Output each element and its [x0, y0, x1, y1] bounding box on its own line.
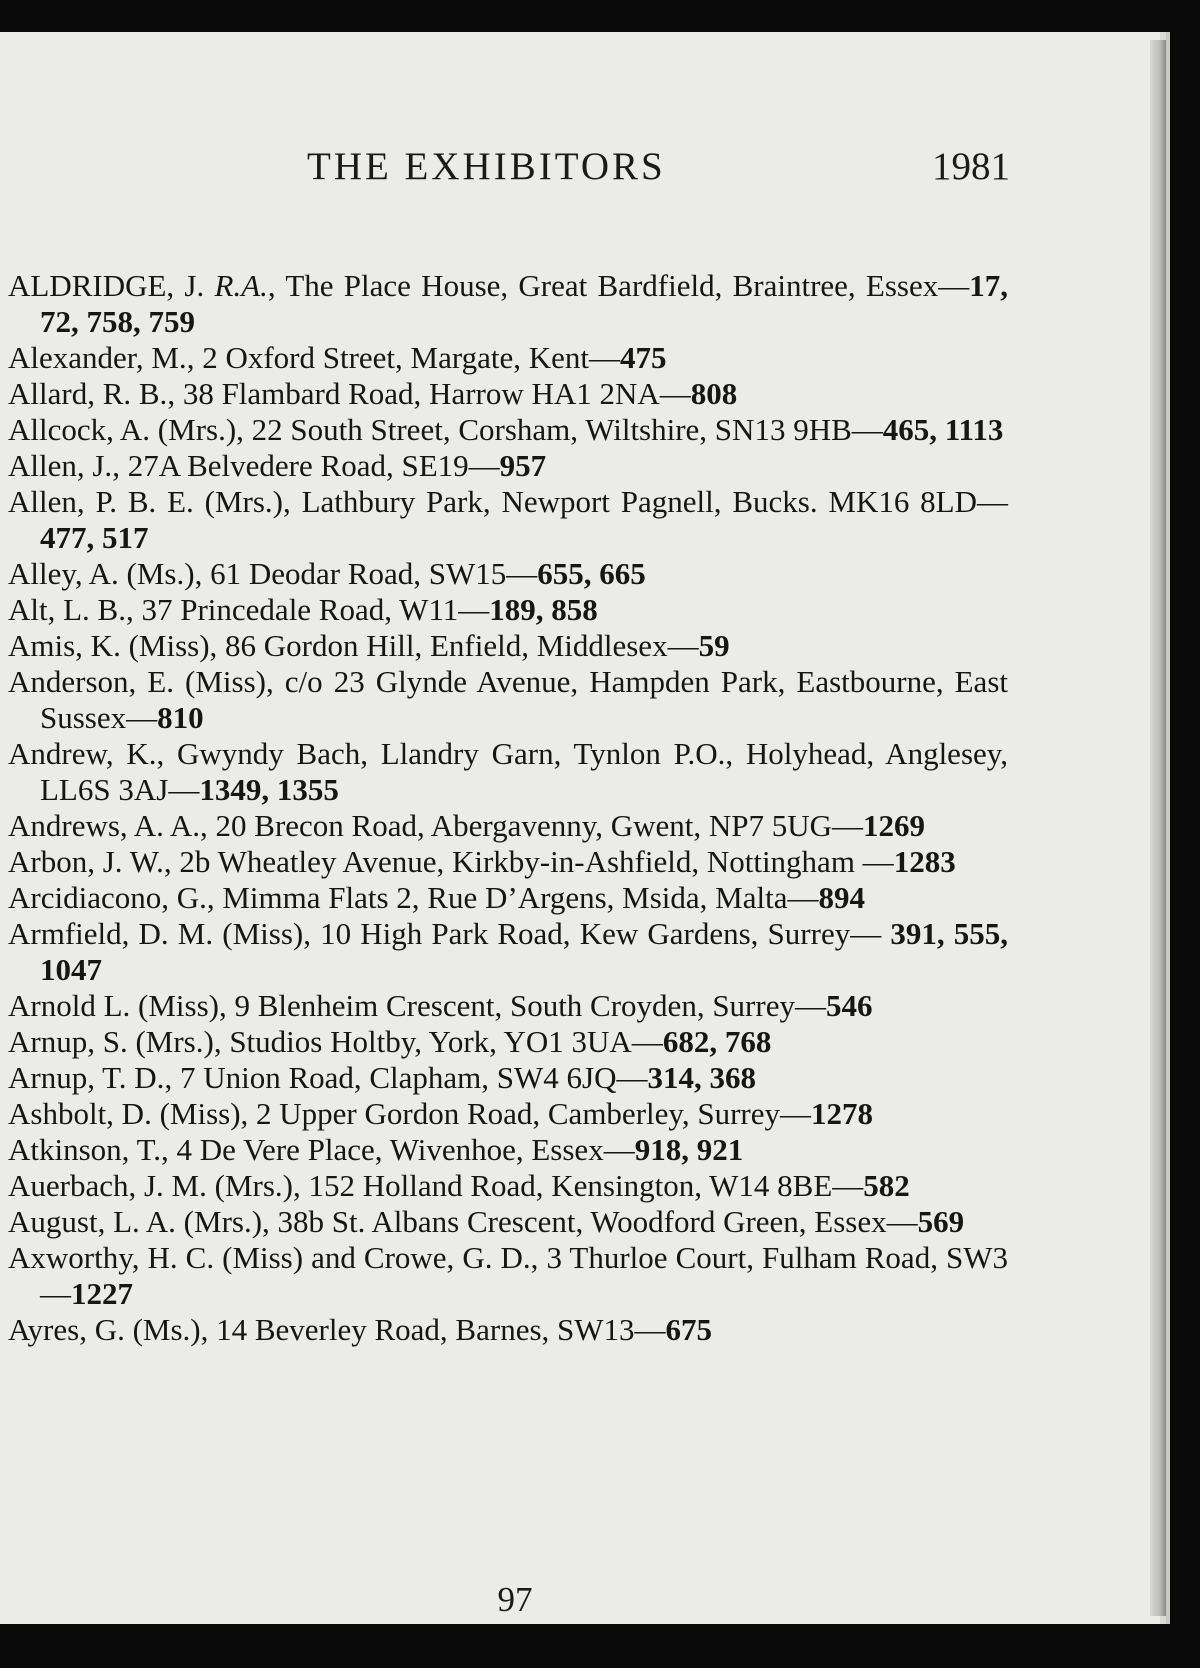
exhibitor-name: Alexander, M.: [8, 340, 187, 375]
exhibitor-address: , The Place House, Great Bardfield, Braintree, Essex—: [267, 268, 970, 303]
exhibitor-entry: [8, 664, 1008, 736]
exhibitor-address: , 37 Princedale Road, W11—: [125, 592, 490, 627]
exhibitor-address: , 27A Belvedere Road, SE19—: [112, 448, 500, 483]
exhibitor-name: Allen, J.: [8, 448, 113, 483]
exhibitor-entry: [8, 1204, 1008, 1240]
exhibitor-name: Arbon, J. W.: [8, 844, 164, 879]
exhibitor-name: Armfield, D. M. (Miss): [8, 916, 304, 951]
exhibitor-entry: [8, 1168, 1008, 1204]
exhibitor-name: Arnold L. (Miss): [8, 988, 219, 1023]
catalogue-numbers: 17, 72, 758, 759: [40, 268, 1008, 339]
page-title: THE EXHIBITORS: [307, 145, 666, 188]
catalogue-numbers: 582: [863, 1168, 910, 1203]
exhibitor-name: Arnup, S. (Mrs.): [8, 1024, 214, 1059]
catalogue-numbers: 810: [157, 700, 204, 735]
exhibitor-name: Alley, A. (Ms.): [8, 556, 195, 591]
catalogue-numbers: 1227: [71, 1276, 133, 1311]
catalogue-numbers: 918, 921: [634, 1132, 744, 1167]
catalogue-numbers: 1269: [863, 808, 925, 843]
exhibitor-name: Atkinson, T.: [8, 1132, 162, 1167]
page-number: 97: [497, 1580, 533, 1619]
running-header: [0, 144, 1010, 194]
exhibitor-name: Ayres, G. (Ms.): [8, 1312, 201, 1347]
exhibitor-address: , 10 High Park Road, Kew Gardens, Surrey—: [303, 916, 891, 951]
catalogue-numbers: 569: [917, 1204, 965, 1239]
exhibitor-entry: [8, 988, 1008, 1024]
exhibitor-entry: [8, 556, 1008, 592]
exhibitor-name: Arnup, T. D.: [8, 1060, 165, 1095]
header-year: 1981: [932, 145, 1010, 188]
exhibitor-name: Ashbolt, D. (Miss): [8, 1096, 241, 1131]
exhibitor-address: , 4 De Vere Place, Wivenhoe, Essex—: [161, 1132, 635, 1167]
catalogue-numbers: 1278: [811, 1096, 874, 1131]
exhibitor-address: , 38 Flambard Road, Harrow HA1 2NA—: [167, 376, 691, 411]
exhibitor-name: Auerbach, J. M. (Mrs.): [8, 1168, 293, 1203]
exhibitor-entry: [8, 484, 1008, 556]
catalogue-numbers: 808: [690, 376, 738, 411]
exhibitor-address: , 38b St. Albans Crescent, Woodford Green, Essex—: [262, 1204, 918, 1239]
exhibitor-entry: [8, 1024, 1008, 1060]
exhibitor-name: Allard, R. B.: [8, 376, 168, 411]
exhibitor-address: , 2 Oxford Street, Margate, Kent—: [186, 340, 621, 375]
catalogue-numbers: 1349, 1355: [199, 772, 339, 807]
exhibitor-name: Anderson, E. (Miss): [8, 664, 266, 699]
exhibitor-name: August, L. A. (Mrs.): [8, 1204, 263, 1239]
exhibitor-name: Alt, L. B.: [8, 592, 126, 627]
exhibitor-entry: [8, 592, 1008, 628]
exhibitor-address: , Mimma Flats 2, Rue D’Argens, Msida, Malta—: [206, 880, 819, 915]
exhibitor-entry: [8, 736, 1008, 808]
catalogue-numbers: 189, 858: [489, 592, 598, 627]
catalogue-numbers: 477, 517: [40, 520, 149, 555]
exhibitor-name: Allcock, A. (Mrs.): [8, 412, 237, 447]
exhibitor-address: , 61 Deodar Road, SW15—: [194, 556, 538, 591]
exhibitor-name: Allen, P. B. E. (Mrs.): [8, 484, 283, 519]
exhibitor-address: , 20 Brecon Road, Abergavenny, Gwent, NP7 5UG—: [200, 808, 863, 843]
exhibitor-address: , 86 Gordon Hill, Enfield, Middlesex—: [209, 628, 699, 663]
exhibitor-name: ALDRIDGE, J.: [8, 268, 215, 303]
exhibitor-name: Arcidiacono, G.: [8, 880, 207, 915]
catalogue-numbers: 682, 768: [662, 1024, 772, 1059]
exhibitor-entry: [8, 916, 1008, 988]
catalogue-numbers: 59: [698, 628, 730, 663]
book-page: [0, 32, 1160, 1624]
page-edge: [1150, 40, 1166, 1616]
exhibitor-entry: [8, 448, 1008, 484]
exhibitor-entry: [8, 268, 1008, 340]
exhibitor-address: , 2 Upper Gordon Road, Camberley, Surrey—: [240, 1096, 812, 1131]
catalogue-numbers: 475: [620, 340, 667, 375]
exhibitor-list: [8, 268, 1008, 1348]
exhibitor-entry: [8, 340, 1008, 376]
exhibitor-entry: [8, 412, 1008, 448]
exhibitor-address: , 22 South Street, Corsham, Wiltshire, SN13 9HB—: [236, 412, 883, 447]
exhibitor-entry: [8, 1132, 1008, 1168]
catalogue-numbers: 391, 555, 1047: [40, 916, 1009, 987]
exhibitor-name: Andrew, K.: [8, 736, 157, 771]
exhibitor-entry: [8, 1312, 1008, 1348]
exhibitor-address: , 14 Beverley Road, Barnes, SW13—: [200, 1312, 666, 1347]
exhibitor-address: , 7 Union Road, Clapham, SW4 6JQ—: [164, 1060, 648, 1095]
catalogue-numbers: 314, 368: [647, 1060, 756, 1095]
exhibitor-name: Amis, K. (Miss): [8, 628, 210, 663]
exhibitor-address: , 2b Wheatley Avenue, Kirkby-in-Ashfield, Nottingham —: [163, 844, 894, 879]
exhibitor-address: , 9 Blenheim Crescent, South Croyden, Surrey—: [218, 988, 826, 1023]
exhibitor-address: , Gwyndy Bach, Llandry Garn, Tynlon P.O., Holyhead, Anglesey, LL6S 3AJ—: [40, 736, 1009, 807]
catalogue-numbers: 675: [665, 1312, 713, 1347]
exhibitor-address: , Lathbury Park, Newport Pagnell, Bucks. MK16 8LD—: [282, 484, 1009, 519]
exhibitor-address: , c/o 23 Glynde Avenue, Hampden Park, Eastbourne, East Sussex—: [40, 664, 1008, 735]
exhibitor-entry: [8, 376, 1008, 412]
exhibitor-entry: [8, 1096, 1008, 1132]
catalogue-numbers: 894: [818, 880, 865, 915]
exhibitor-address: , Studios Holtby, York, YO1 3UA—: [213, 1024, 663, 1059]
exhibitor-address: , 152 Holland Road, Kensington, W14 8BE—: [292, 1168, 864, 1203]
catalogue-numbers: 465, 1113: [882, 412, 1004, 447]
exhibitor-entry: [8, 1240, 1008, 1312]
catalogue-numbers: 957: [499, 448, 547, 483]
exhibitor-entry: [8, 808, 1008, 844]
exhibitor-entry: [8, 880, 1008, 916]
catalogue-numbers: 1283: [893, 844, 956, 879]
catalogue-numbers: 546: [825, 988, 873, 1023]
exhibitor-address: , 3 Thurloe Court, Fulham Road, SW3—: [40, 1240, 1008, 1311]
exhibitor-name: Axworthy, H. C. (Miss) and Crowe, G. D.: [8, 1240, 531, 1275]
catalogue-numbers: 655, 665: [537, 556, 646, 591]
exhibitor-entry: [8, 844, 1008, 880]
exhibitor-entry: [8, 628, 1008, 664]
exhibitor-entry: [8, 1060, 1008, 1096]
exhibitor-honour: R.A.: [214, 268, 268, 303]
exhibitor-name: Andrews, A. A.: [8, 808, 201, 843]
